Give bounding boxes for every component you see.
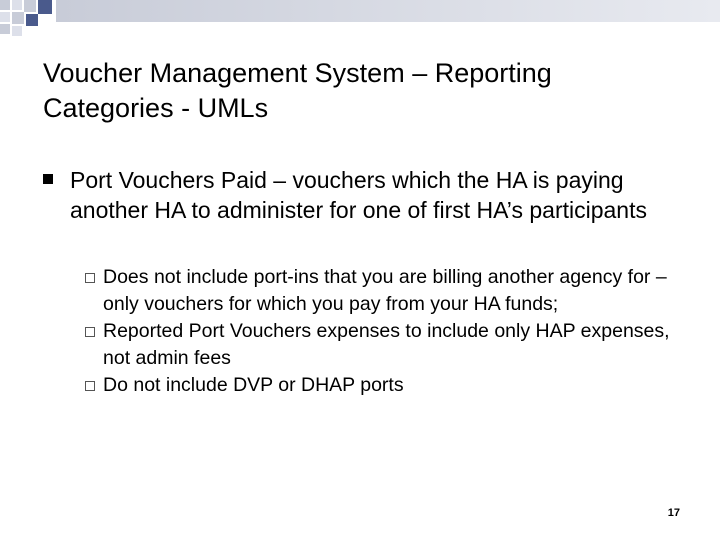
decorative-header xyxy=(0,0,720,40)
sub-bullet-text: Do not include DVP or DHAP ports xyxy=(103,374,404,396)
sub-bullet-text: Reported Port Vouchers expenses to include only HAP expenses, not admin fees xyxy=(103,320,670,369)
sub-bullet-list xyxy=(85,264,685,399)
sub-bullet-item xyxy=(85,372,685,399)
deco-square xyxy=(0,12,10,22)
hollow-square-bullet-icon xyxy=(85,273,95,283)
deco-square xyxy=(12,12,24,24)
deco-square xyxy=(26,14,38,26)
filled-square-bullet-icon xyxy=(43,174,53,184)
deco-square xyxy=(12,26,22,36)
deco-square xyxy=(0,24,10,34)
hollow-square-bullet-icon xyxy=(85,381,95,391)
slide-title: Voucher Management System – Reporting Categories - UMLs xyxy=(43,58,552,123)
deco-bar xyxy=(56,0,720,22)
sub-bullet-item xyxy=(85,318,685,372)
hollow-square-bullet-icon xyxy=(85,327,95,337)
deco-square xyxy=(0,0,10,10)
sub-bullet-text: Does not include port-ins that you are billing another agency for – only vouchers for which you pay from your HA funds; xyxy=(103,266,667,315)
main-bullet-text: Port Vouchers Paid – vouchers which the HA is paying another HA to administer for one of first HA’s participants xyxy=(70,167,647,223)
page-number: 17 xyxy=(667,507,680,519)
deco-square xyxy=(24,0,36,12)
deco-square xyxy=(12,0,22,10)
sub-bullet-item xyxy=(85,264,685,318)
deco-square xyxy=(38,0,52,14)
